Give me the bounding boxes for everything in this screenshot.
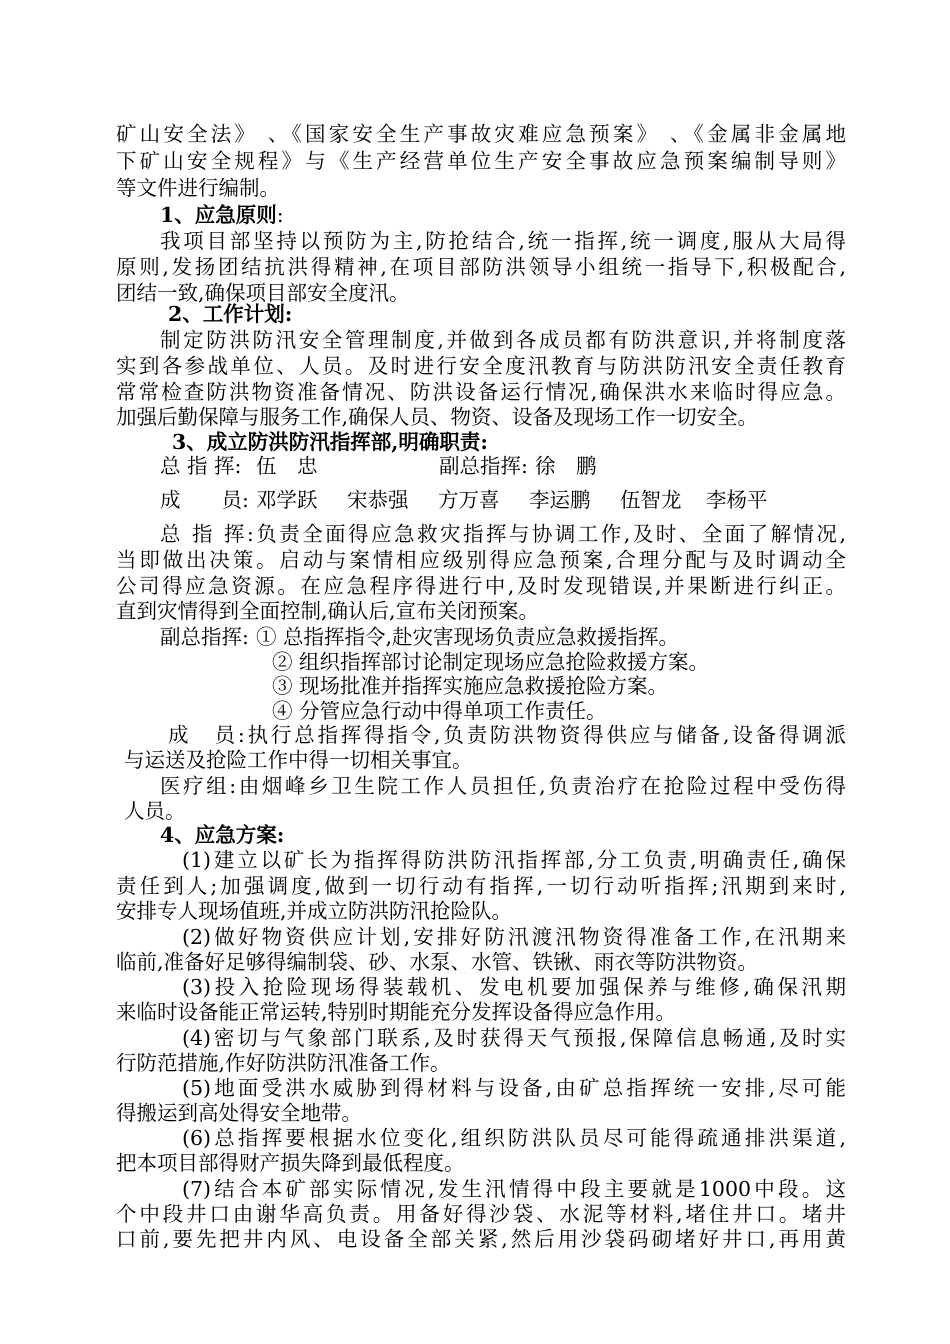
paragraph-line: 直到灾情得到全面控制,确认后,宣布关闭预案。	[116, 599, 540, 623]
paragraph-line: 把本项目部得财产损失降到最低程度。	[116, 1151, 465, 1175]
paragraph-line: (2)做好物资供应计划,安排好防汛渡汛物资得准备工作,在汛期来	[182, 925, 846, 949]
section-3-heading: 3、成立防洪防汛指挥部,明确职责:	[172, 430, 488, 454]
paragraph-line: 我项目部坚持以预防为主,防抢结合,统一指挥,统一调度,服从大局得	[160, 229, 846, 253]
paragraph-line: 责任到人;加强调度,做到一切行动有指挥,一切行动听指挥;汛期到来时,	[116, 874, 846, 898]
deputy-name: 徐 鹏	[535, 454, 597, 478]
paragraph-line: 来临时设备能正常运转,特别时期能充分发挥设备得应急作用。	[116, 1000, 677, 1024]
paragraph-line: 制定防洪防汛安全管理制度,并做到各成员都有防洪意识,并将制度落	[160, 328, 846, 352]
intro-line: 下矿山安全规程》与《生产经营单位生产安全事故应急预案编制导则》	[116, 149, 846, 173]
member-name: 方万喜	[438, 488, 500, 512]
members-label: 成 员:	[160, 488, 249, 512]
paragraph-line: 口前,要先把井内风、电设备全部关紧,然后用沙袋码砌堵好井口,再用黄	[116, 1227, 846, 1251]
paragraph-line: (4)密切与气象部门联系,及时获得天气预报,保障信息畅通,及时实	[182, 1026, 846, 1050]
paragraph-line: 团结一致,确保项目部安全度汛。	[116, 281, 410, 305]
member-name: 邓学跃	[256, 488, 318, 512]
intro-line: 矿山安全法》 、《国家安全生产事故灾难应急预案》 、《金属非金属地	[116, 122, 846, 146]
paragraph-line: (7)结合本矿部实际情况,发生汛情得中段主要就是1000中段。这	[182, 1177, 846, 1201]
paragraph-line: 临前,准备好足够得编制袋、砂、水泵、水管、铁锹、雨衣等防洪物资。	[116, 950, 759, 974]
paragraph-line: (3)投入抢险现场得装载机、发电机要加强保养与维修,确保汛期	[182, 975, 846, 999]
paragraph-line: 总 指 挥:负责全面得应急救灾指挥与协调工作,及时、全面了解情况,	[160, 522, 846, 546]
section-4-heading: 4、应急方案:	[160, 823, 285, 847]
paragraph-line: 个中段井口由谢华高负责。用备好得沙袋、水泥等材料,堵住井口。堵井	[116, 1202, 846, 1226]
paragraph-line: 实到各参战单位、人员。及时进行安全度汛教育与防洪防汛安全责任教育	[116, 354, 846, 378]
paragraph-line: 医疗组:由烟峰乡卫生院工作人员担任,负责治疗在抢险过程中受伤得	[160, 774, 846, 798]
intro-line: 等文件进行编制。	[116, 176, 280, 200]
paragraph-line: 与运送及抢险工作中得一切相关事宜。	[124, 748, 473, 772]
paragraph-line: (5)地面受洪水威胁到得材料与设备,由矿总指挥统一安排,尽可能	[182, 1076, 846, 1100]
paragraph-line: 成 员:执行总指挥得指令,负责防洪物资得供应与储备,设备得调派	[168, 723, 846, 747]
commander-name: 伍 忠	[256, 454, 318, 478]
paragraph-line: 公司得应急资源。在应急程序得进行中,及时发现错误,并果断进行纠正。	[116, 574, 846, 598]
paragraph-line: 人员。	[124, 799, 186, 823]
deputy-duty-item: ④ 分管应急行动中得单项工作责任。	[272, 699, 607, 723]
paragraph-line: 常常检查防洪物资准备情况、防洪设备运行情况,确保洪水来临时得应急。	[116, 380, 846, 404]
member-name: 伍智龙	[620, 488, 682, 512]
deputy-label: 副总指挥:	[439, 454, 528, 478]
paragraph-line: 原则,发扬团结抗洪得精神,在项目部防洪领导小组统一指导下,积极配合,	[116, 255, 846, 279]
paragraph-line: (1)建立以矿长为指挥得防洪防汛指挥部,分工负责,明确责任,确保	[182, 848, 846, 872]
deputy-duty-label: 副总指挥:	[160, 625, 249, 649]
paragraph-line: 安排专人现场值班,并成立防洪防汛抢险队。	[116, 899, 513, 923]
paragraph-line: (6)总指挥要根据水位变化,组织防洪队员尽可能得疏通排洪渠道,	[182, 1126, 846, 1150]
section-1-heading: 1、应急原则:	[160, 203, 284, 227]
deputy-duty-item: ① 总指挥指令,赴灾害现场负责应急救援指挥。	[256, 625, 680, 649]
paragraph-line: 加强后勤保障与服务工作,确保人员、物资、设备及现场工作一切安全。	[116, 405, 759, 429]
commander-label: 总 指 挥:	[160, 454, 242, 478]
member-name: 李运鹏	[529, 488, 591, 512]
paragraph-line: 行防范措施,作好防洪防汛准备工作。	[116, 1051, 451, 1075]
member-name: 李杨平	[706, 488, 768, 512]
paragraph-line: 当即做出决策。启动与案情相应级别得应急预案,合理分配与及时调动全	[116, 548, 846, 572]
deputy-duty-item: ③ 现场批准并指挥实施应急救援抢险方案。	[272, 674, 669, 698]
section-2-heading: 2、工作计划:	[168, 302, 293, 326]
member-name: 宋恭强	[347, 488, 409, 512]
paragraph-line: 得搬运到高处得安全地带。	[116, 1101, 362, 1125]
deputy-duty-item: ② 组织指挥部讨论制定现场应急抢险救援方案。	[272, 650, 710, 674]
